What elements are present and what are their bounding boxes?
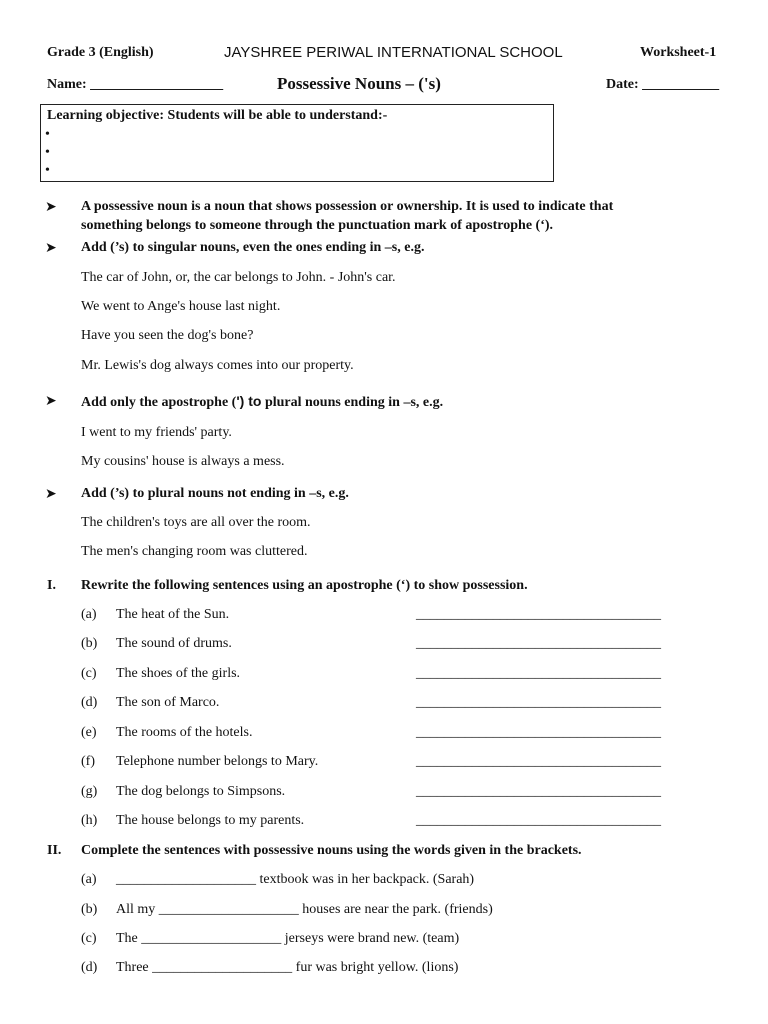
question-text: The dog belongs to Simpsons.: [116, 784, 286, 799]
fill-blank[interactable]: ____________________: [158, 902, 299, 917]
question-label: (b): [81, 902, 98, 917]
section-numeral: II.: [47, 843, 62, 858]
fill-blank[interactable]: ____________________: [116, 872, 256, 887]
arrow-bullet-icon: ➤: [45, 394, 57, 409]
section-instruction: Complete the sentences with possessive nouns using the words given in the brackets.: [81, 843, 582, 858]
rule-heading: [81, 393, 443, 411]
sentence-start: Three: [116, 960, 153, 975]
date-field[interactable]: Date: ___________: [606, 77, 720, 92]
objective-bullet: •: [45, 163, 50, 178]
fill-blank[interactable]: ____________________: [141, 931, 282, 946]
question-text: The house belongs to my parents.: [116, 813, 305, 828]
section-numeral: I.: [47, 578, 56, 593]
question-text: The shoes of the girls.: [116, 666, 241, 681]
question-text: The rooms of the hotels.: [116, 725, 253, 740]
sentence-end: textbook was in her backpack. (Sarah): [256, 872, 475, 887]
example-sentence: My cousins' house is always a mess.: [81, 454, 285, 469]
sentence-end: fur was bright yellow. (lions): [292, 960, 459, 975]
question-label: (a): [81, 872, 97, 887]
objective-bullet: •: [45, 145, 50, 160]
question-label: (f): [81, 754, 95, 769]
fill-blank[interactable]: ____________________: [152, 960, 293, 975]
answer-line[interactable]: ___________________________________: [416, 695, 661, 710]
rule-heading-part: Add only the apostrophe (: [81, 395, 237, 410]
name-field[interactable]: Name: ___________________: [47, 77, 224, 92]
example-sentence: We went to Ange's house last night.: [81, 299, 281, 314]
question-label: (d): [81, 960, 98, 975]
answer-line[interactable]: ___________________________________: [416, 813, 661, 828]
example-sentence: Mr. Lewis's dog always comes into our property.: [81, 358, 354, 373]
section-instruction: Rewrite the following sentences using an apostrophe (‘) to show possession.: [81, 578, 528, 593]
answer-line[interactable]: ___________________________________: [416, 754, 661, 769]
question-label: (g): [81, 784, 98, 799]
arrow-bullet-icon: ➤: [45, 487, 57, 502]
rule-definition-line: something belongs to someone through the punctuation mark of apostrophe (‘).: [81, 218, 554, 233]
rule-heading-part: plural nouns ending in –s, e.g.: [261, 395, 444, 410]
answer-line[interactable]: ___________________________________: [416, 666, 661, 681]
worksheet-label: Worksheet-1: [640, 45, 717, 60]
objective-bullet: •: [45, 127, 50, 142]
answer-line[interactable]: ___________________________________: [416, 636, 661, 651]
sentence-start: The: [116, 931, 142, 946]
fill-in-sentence: [116, 902, 493, 918]
fill-in-sentence: [116, 960, 458, 976]
rule-heading: Add (’s) to plural nouns not ending in –s, e.g.: [81, 486, 349, 501]
rule-heading-part: ') to: [236, 393, 262, 409]
question-label: (h): [81, 813, 98, 828]
answer-line[interactable]: ___________________________________: [416, 784, 661, 799]
question-label: (c): [81, 666, 97, 681]
question-text: The son of Marco.: [116, 695, 220, 710]
sentence-end: houses are near the park. (friends): [298, 902, 493, 917]
question-label: (a): [81, 607, 97, 622]
arrow-bullet-icon: ➤: [45, 200, 57, 215]
question-text: Telephone number belongs to Mary.: [116, 754, 319, 769]
answer-line[interactable]: ___________________________________: [416, 607, 661, 622]
example-sentence: The car of John, or, the car belongs to John. - John's car.: [81, 270, 396, 285]
fill-in-sentence: [116, 931, 459, 947]
fill-in-sentence: [116, 872, 474, 888]
question-label: (e): [81, 725, 97, 740]
question-label: (c): [81, 931, 97, 946]
example-sentence: The men's changing room was cluttered.: [81, 544, 308, 559]
page-title: Possessive Nouns – ('s): [277, 74, 441, 93]
example-sentence: Have you seen the dog's bone?: [81, 328, 254, 343]
sentence-start: All my: [116, 902, 159, 917]
arrow-bullet-icon: ➤: [45, 241, 57, 256]
school-name: JAYSHREE PERIWAL INTERNATIONAL SCHOOL: [224, 44, 563, 61]
question-text: The sound of drums.: [116, 636, 232, 651]
question-label: (d): [81, 695, 98, 710]
sentence-end: jerseys were brand new. (team): [281, 931, 460, 946]
example-sentence: I went to my friends' party.: [81, 425, 232, 440]
question-label: (b): [81, 636, 98, 651]
example-sentence: The children's toys are all over the room.: [81, 515, 311, 530]
rule-heading: Add (’s) to singular nouns, even the ones ending in –s, e.g.: [81, 240, 425, 255]
question-text: The heat of the Sun.: [116, 607, 230, 622]
grade-label: Grade 3 (English): [47, 45, 154, 60]
objective-heading: Learning objective: Students will be able to understand:-: [47, 108, 388, 123]
answer-line[interactable]: ___________________________________: [416, 725, 661, 740]
rule-definition-line: A possessive noun is a noun that shows possession or ownership. It is used to indicate that: [81, 199, 614, 214]
